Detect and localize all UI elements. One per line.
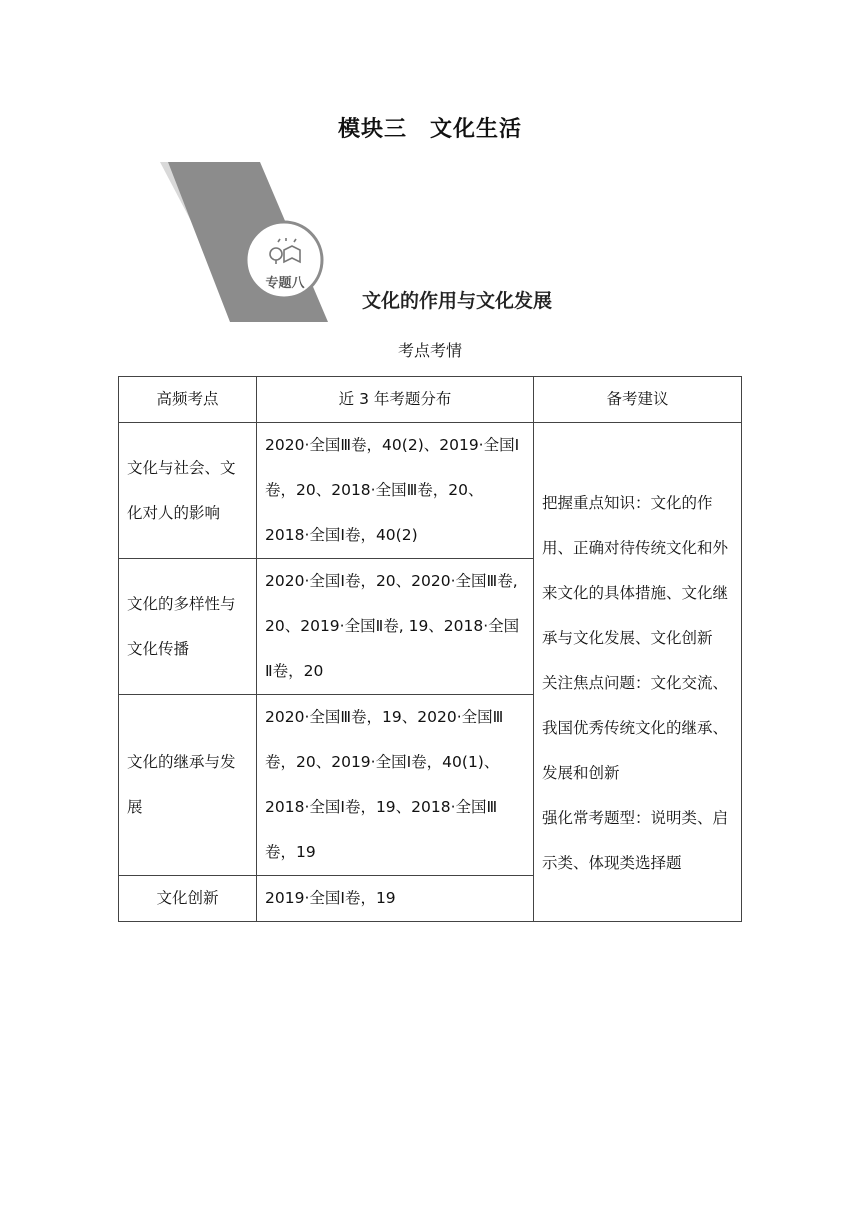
topic-cell: 文化的继承与发展 — [119, 695, 257, 876]
table-header-row — [119, 377, 742, 423]
advice-item: 把握重点知识：文化的作用、正确对待传统文化和外来文化的具体措施、文化继承与文化发展、文化创新 — [542, 493, 729, 647]
distribution-cell: 2020·全国Ⅲ卷，19、2020·全国Ⅲ卷，20、2019·全国Ⅰ卷，40(1)、2018·全国Ⅰ卷，19、2018·全国Ⅲ卷，19 — [257, 695, 534, 876]
exam-analysis-table — [118, 376, 742, 922]
header-cell: 近 3 年考题分布 — [257, 377, 534, 423]
topic-cell: 文化的多样性与文化传播 — [119, 559, 257, 695]
advice-item: 强化常考题型：说明类、启示类、体现类选择题 — [542, 808, 729, 872]
badge-label: 专题八 — [265, 276, 305, 291]
header-cell: 高频考点 — [119, 377, 257, 423]
advice-item: 关注焦点问题：文化交流、我国优秀传统文化的继承、发展和创新 — [542, 673, 729, 782]
table-row — [119, 423, 742, 559]
distribution-cell: 2020·全国Ⅲ卷，40(2)、2019·全国Ⅰ卷，20、2018·全国Ⅲ卷，20、2018·全国Ⅰ卷，40(2) — [257, 423, 534, 559]
distribution-cell: 2019·全国Ⅰ卷，19 — [257, 876, 534, 922]
topic-banner — [160, 162, 600, 324]
section-heading: 考点考情 — [397, 341, 462, 360]
advice-cell — [534, 423, 742, 922]
topic-cell: 文化创新 — [119, 876, 257, 922]
module-title: 模块三 文化生活 — [337, 117, 522, 142]
topic-cell: 文化与社会、文化对人的影响 — [119, 423, 257, 559]
topic-title: 文化的作用与文化发展 — [362, 290, 553, 312]
distribution-cell: 2020·全国Ⅰ卷，20、2020·全国Ⅲ卷, 20、2019·全国Ⅱ卷, 19、2018·全国Ⅱ卷，20 — [257, 559, 534, 695]
header-cell: 备考建议 — [534, 377, 742, 423]
